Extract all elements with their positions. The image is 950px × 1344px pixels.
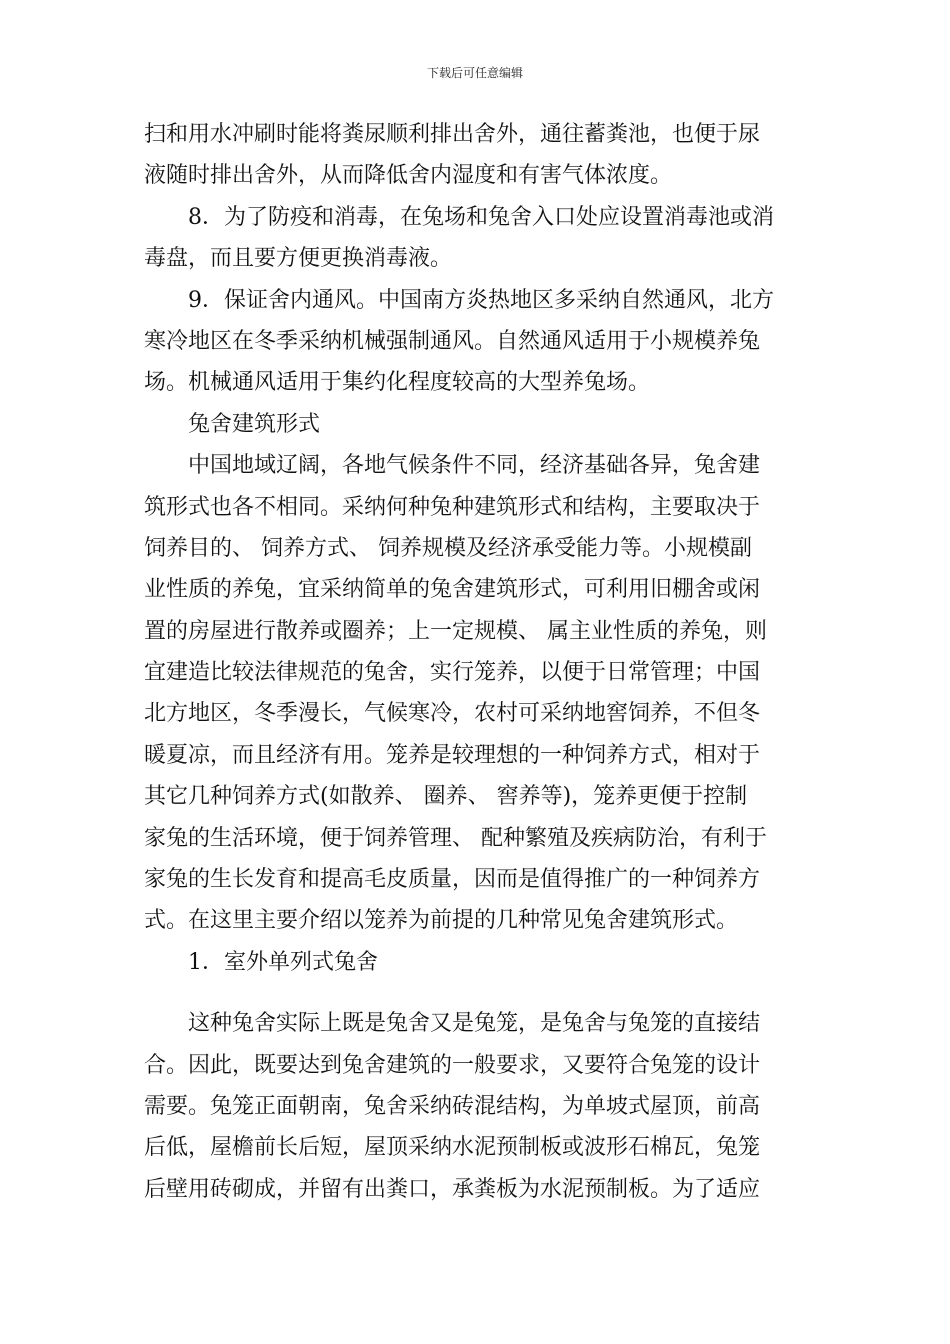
text-line: 扫和用水冲刷时能将粪尿顺利排出舍外，通往蓄粪池，也便于尿 bbox=[144, 122, 761, 147]
text-line: 暖夏凉，而且经济有用。笼养是较理想的一种饲养方式，相对于 bbox=[144, 742, 761, 768]
text-line: 1．室外单列式兔舍 bbox=[188, 949, 378, 975]
text-line: 家兔的生活环境，便于饲养管理、 配种繁殖及疾病防治，有利于 bbox=[144, 825, 767, 851]
paragraph-gap bbox=[144, 983, 809, 1003]
document-body bbox=[144, 114, 809, 1210]
text-line: 家兔的生长发育和提高毛皮质量，因而是值得推广的一种饲养方 bbox=[144, 867, 761, 893]
text-line: 毒盘，而且要方便更换消毒液。 bbox=[144, 246, 453, 272]
text-line: 合。因此，既要达到兔舍建筑的一般要求，又要符合兔笼的设计 bbox=[144, 1052, 761, 1078]
text-line: 筑形式也各不相同。采纳何种兔种建筑形式和结构，主要取决于 bbox=[144, 494, 761, 520]
text-line: 这种兔舍实际上既是兔舍又是兔笼，是兔舍与兔笼的直接结 bbox=[188, 1011, 761, 1037]
text-line: 需要。兔笼正面朝南，兔舍采纳砖混结构，为单坡式屋顶，前高 bbox=[144, 1093, 761, 1119]
text-line: 9．保证舍内通风。中国南方炎热地区多采纳自然通风，北方 bbox=[188, 287, 774, 313]
text-line: 北方地区，冬季漫长，气候寒冷，农村可采纳地窖饲养，不但冬 bbox=[144, 701, 761, 727]
text-line: 饲养目的、 饲养方式、 饲养规模及经济承受能力等。小规模副 bbox=[144, 535, 752, 561]
text-line: 后低，屋檐前长后短，屋顶采纳水泥预制板或波形石棉瓦，兔笼 bbox=[144, 1135, 761, 1161]
text-line: 场。机械通风适用于集约化程度较高的大型养兔场。 bbox=[144, 370, 651, 396]
text-line: 其它几种饲养方式(如散养、 圈养、 窖养等)，笼养更便于控制 bbox=[144, 784, 748, 810]
text-line: 宜建造比较法律规范的兔舍，实行笼养，以便于日常管理；中国 bbox=[144, 660, 761, 686]
text-line: 液随时排出舍外，从而降低舍内湿度和有害气体浓度。 bbox=[144, 163, 673, 189]
text-line: 式。在这里主要介绍以笼养为前提的几种常见兔舍建筑形式。 bbox=[144, 908, 739, 934]
text-line: 置的房屋进行散养或圈养；上一定规模、 属主业性质的养兔，则 bbox=[144, 618, 767, 644]
text-line: 业性质的养兔，宜采纳简单的兔舍建筑形式，可利用旧棚舍或闲 bbox=[144, 577, 761, 603]
text-line: 后壁用砖砌成，并留有出粪口，承粪板为水泥预制板。为了适应 bbox=[144, 1176, 761, 1202]
text-line: 兔舍建筑形式 bbox=[188, 411, 321, 437]
text-line: 8．为了防疫和消毒，在兔场和兔舍入口处应设置消毒池或消 bbox=[188, 204, 774, 230]
page-header: 下载后可任意编辑 bbox=[426, 66, 523, 80]
text-line: 寒冷地区在冬季采纳机械强制通风。自然通风适用于小规模养兔 bbox=[144, 328, 761, 354]
text-line: 中国地域辽阔，各地气候条件不同，经济基础各异，兔舍建 bbox=[188, 453, 761, 479]
